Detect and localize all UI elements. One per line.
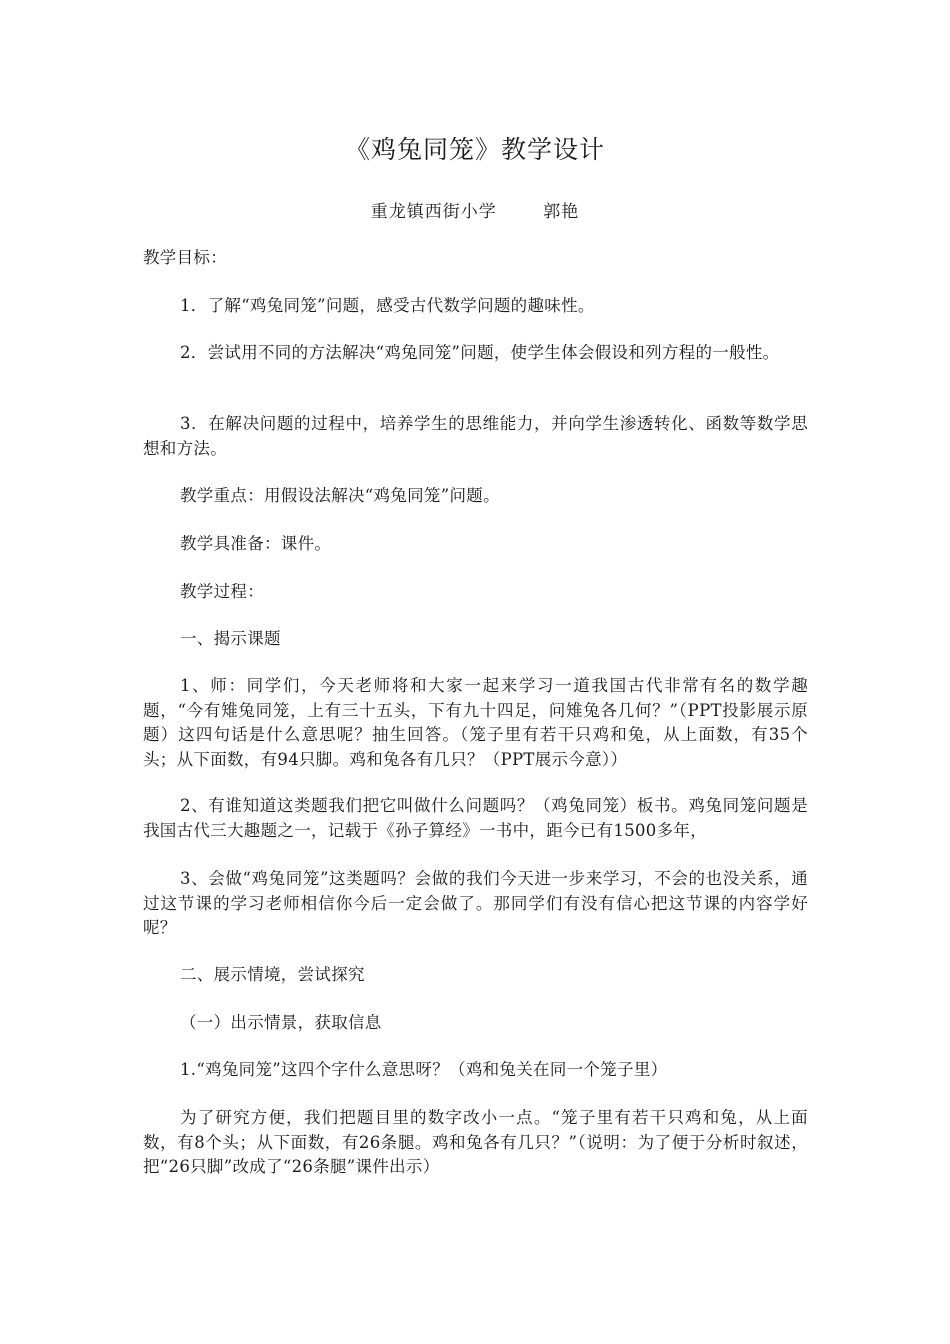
section-2-paragraph-2: 为了研究方便，我们把题目里的数字改小一点。“笼子里有若干只鸡和兔，从上面数，有8个头；从下面数，有26条腿。鸡和兔各有几只？”（说明：为了便于分析时叙述，把“26只脚”改成了“26条腿”课件出示） xyxy=(143,1108,808,1176)
section-2-heading: 二、展示情境，尝试探究 xyxy=(180,965,365,984)
key-point: 教学重点：用假设法解决“鸡兔同笼”问题。 xyxy=(180,486,500,505)
section-1-paragraph-1: 1、师：同学们，今天老师将和大家一起来学习一道我国古代非常有名的数学趣题，“今有雉兔同笼，上有三十五头，下有九十四足，问雉兔各几何？”（PPT投影展示原题）这四句话是什么意思呢？抽生回答。（笼子里有若干只鸡和兔，从上面数，有35个头；从下面数，有94只脚。鸡和兔各有几只？（PPT展示今意）） xyxy=(143,676,808,769)
objective-2: 2．尝试用不同的方法解决“鸡兔同笼”问题，使学生体会假设和列方程的一般性。 xyxy=(180,343,780,362)
school-name: 重龙镇西街小学 xyxy=(370,202,497,222)
materials: 教学具准备：课件。 xyxy=(180,534,332,553)
section-1-heading: 一、揭示课题 xyxy=(180,629,281,648)
author-name: 郭艳 xyxy=(543,202,580,222)
objectives-heading: 教学目标： xyxy=(143,248,227,267)
subsection-1-heading: （一）出示情景，获取信息 xyxy=(180,1013,382,1032)
section-1-paragraph-3: 3、会做“鸡兔同笼”这类题吗？会做的我们今天进一步来学习，不会的也没关系，通过这节课的学习老师相信你今后一定会做了。那同学们有没有信心把这节课的内容学好呢？ xyxy=(143,869,808,937)
author-line xyxy=(0,197,950,222)
section-2-paragraph-1: 1.“鸡兔同笼”这四个字什么意思呀？（鸡和兔关在同一个笼子里） xyxy=(180,1060,668,1079)
objective-1: 1．了解“鸡兔同笼”问题，感受古代数学问题的趣味性。 xyxy=(180,296,595,315)
process-heading: 教学过程： xyxy=(180,582,264,601)
objective-3: 3．在解决问题的过程中，培养学生的思维能力，并向学生渗透转化、函数等数学思想和方法。 xyxy=(143,414,808,458)
document-title: 《鸡兔同笼》教学设计 xyxy=(344,135,605,164)
section-1-paragraph-2: 2、有谁知道这类题我们把它叫做什么问题吗？（鸡兔同笼）板书。鸡兔同笼问题是我国古代三大趣题之一，记载于《孙子算经》一书中，距今已有1500多年， xyxy=(143,796,808,840)
